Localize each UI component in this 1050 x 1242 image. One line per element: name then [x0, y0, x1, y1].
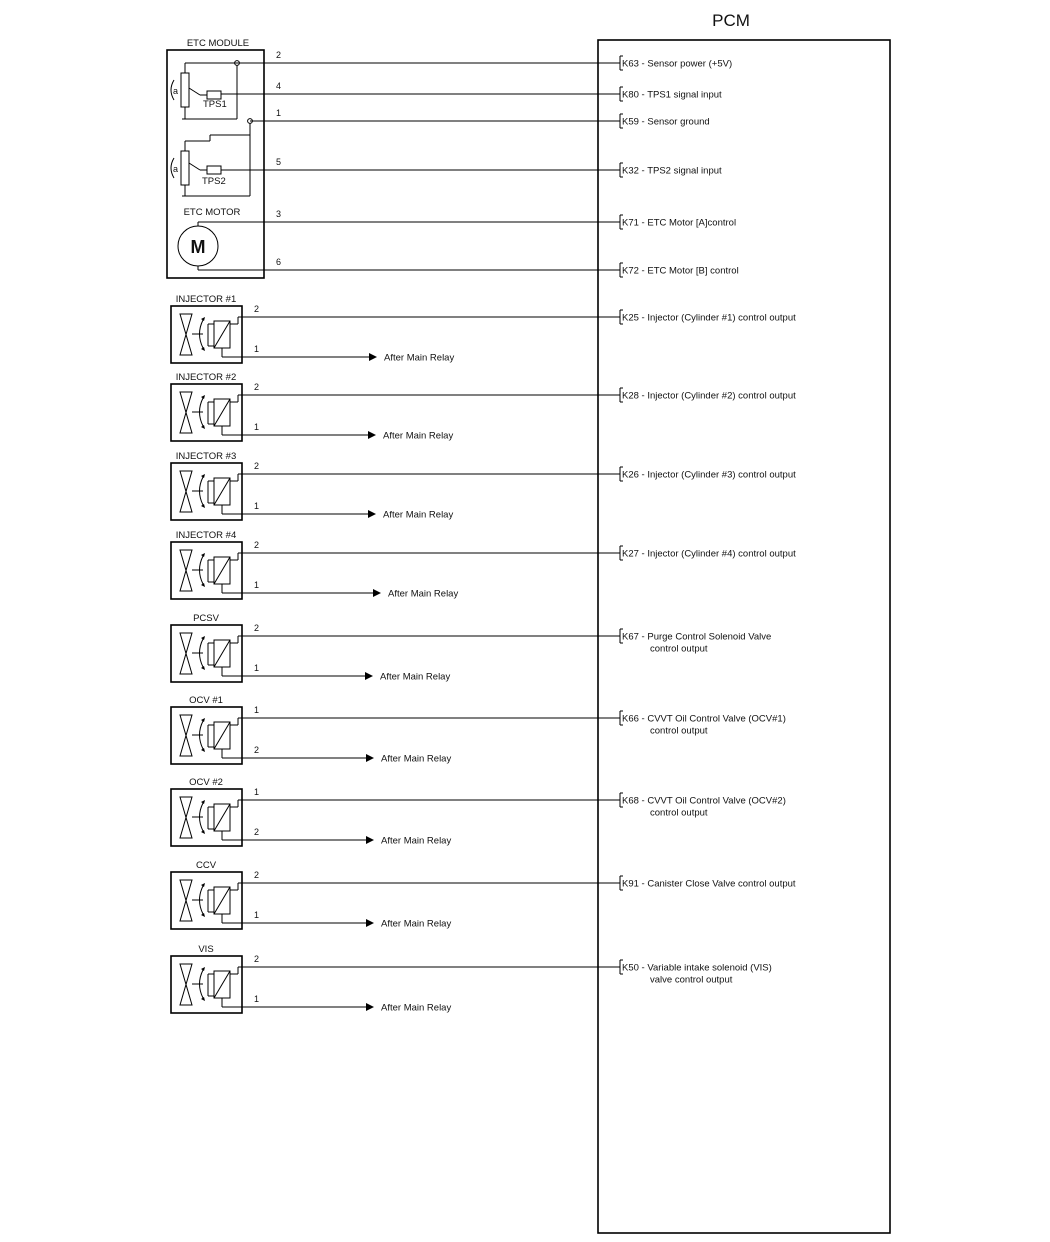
component-box [171, 789, 242, 846]
wire-to-pcm [230, 954, 620, 974]
component-box [171, 707, 242, 764]
etc-wire [198, 209, 736, 229]
etc-pin-number: 4 [276, 81, 282, 91]
etc-terminal-code: K80 [622, 89, 639, 101]
tps2-sensor-icon [171, 141, 221, 196]
component-terminal-id: K91 - Canister Close Valve control output [622, 878, 796, 890]
etc-pcm-terminal [620, 114, 710, 128]
component-name: INJECTOR #4 [175, 530, 237, 541]
component-terminal-desc: Injector (Cylinder #4) control output [647, 548, 796, 560]
component-injector-2 [171, 372, 796, 442]
component-pcm-terminal [620, 876, 796, 890]
component-name: INJECTOR #3 [175, 451, 237, 462]
relay-pin-number: 1 [254, 994, 260, 1004]
etc-terminal-code: K59 [622, 116, 639, 128]
component-name: INJECTOR #2 [175, 372, 237, 383]
etc-wires [198, 50, 739, 277]
etc-pcm-terminal [620, 56, 732, 70]
wire-to-pcm [230, 623, 620, 643]
component-name: OCV #1 [189, 695, 223, 706]
etc-module-title: ETC MODULE [186, 38, 250, 49]
etc-terminal-id: K72 - ETC Motor [B] control [622, 265, 739, 277]
etc-module [167, 38, 264, 278]
component-pcm-terminal [620, 711, 786, 737]
component-terminal-code: K26 [622, 469, 639, 481]
component-box [171, 384, 242, 441]
wire-to-main-relay [222, 663, 450, 683]
etc-terminal-code: K71 [622, 217, 639, 229]
component-pcsv [171, 613, 771, 683]
after-main-relay-label: After Main Relay [381, 753, 452, 765]
component-box [171, 542, 242, 599]
etc-terminal-desc: ETC Motor [A]control [647, 217, 737, 229]
component-terminal-code: K67 [622, 631, 639, 643]
etc-pin-number: 5 [276, 157, 282, 167]
svg-text:M: M [190, 237, 206, 257]
component-name: VIS [198, 944, 214, 955]
wire-to-pcm [230, 461, 620, 481]
component-terminal-desc: Injector (Cylinder #3) control output [647, 469, 796, 481]
tps1-label: TPS1 [203, 99, 227, 110]
component-terminal-code: K27 [622, 548, 639, 560]
component-injector-4 [171, 530, 796, 600]
component-terminal-code: K25 [622, 312, 639, 324]
etc-terminal-desc: TPS2 signal input [647, 165, 722, 177]
component-terminal-desc-cont: control output [650, 807, 708, 819]
after-main-relay-label: After Main Relay [381, 835, 452, 847]
after-main-relay-label: After Main Relay [388, 588, 459, 600]
etc-pcm-terminal [620, 263, 739, 277]
component-terminal-desc: Injector (Cylinder #2) control output [647, 390, 796, 402]
component-terminal-id: K27 - Injector (Cylinder #4) control output [622, 548, 796, 560]
component-terminal-id: K68 - CVVT Oil Control Valve (OCV#2) [622, 795, 786, 807]
after-main-relay-label: After Main Relay [380, 671, 451, 683]
etc-wire [221, 81, 722, 101]
pcm-pin-number: 2 [254, 954, 260, 964]
wire-to-pcm [230, 870, 620, 890]
etc-wire [237, 50, 732, 70]
wire-to-pcm [230, 304, 620, 324]
etc-terminal-code: K32 [622, 165, 639, 177]
component-box [171, 463, 242, 520]
component-pcm-terminal [620, 388, 796, 402]
etc-terminal-id: K71 - ETC Motor [A]control [622, 217, 737, 229]
component-terminal-desc-cont: control output [650, 643, 708, 655]
component-list [171, 294, 796, 1014]
component-terminal-desc: Injector (Cylinder #1) control output [647, 312, 796, 324]
pcm-pin-number: 2 [254, 382, 260, 392]
tps2-label: TPS2 [202, 176, 226, 187]
component-pcm-terminal [620, 793, 786, 819]
component-terminal-desc: Purge Control Solenoid Valve [647, 631, 772, 643]
relay-pin-number: 1 [254, 910, 260, 920]
pcm-pin-number: 2 [254, 870, 260, 880]
component-terminal-desc-cont: control output [650, 725, 708, 737]
component-injector-3 [171, 451, 796, 521]
etc-motor-title: ETC MOTOR [183, 207, 241, 218]
component-terminal-id: K50 - Variable intake solenoid (VIS) [622, 962, 772, 974]
wire-to-main-relay [222, 501, 453, 521]
component-terminal-desc-cont: valve control output [650, 974, 733, 986]
etc-wire [221, 157, 722, 177]
component-terminal-id: K26 - Injector (Cylinder #3) control output [622, 469, 796, 481]
wire-to-main-relay [222, 910, 451, 930]
relay-pin-number: 1 [254, 422, 260, 432]
after-main-relay-label: After Main Relay [381, 918, 452, 930]
etc-terminal-desc: TPS1 signal input [647, 89, 722, 101]
component-terminal-desc: CVVT Oil Control Valve (OCV#1) [647, 713, 786, 725]
etc-module-box [167, 50, 264, 278]
etc-terminal-id: K80 - TPS1 signal input [622, 89, 722, 101]
component-terminal-code: K28 [622, 390, 639, 402]
pcm-pin-number: 2 [254, 461, 260, 471]
component-box [171, 872, 242, 929]
component-ocv-2 [171, 777, 786, 847]
relay-pin-number: 2 [254, 827, 260, 837]
tps2-pot-letter: a [173, 164, 179, 174]
relay-pin-number: 1 [254, 580, 260, 590]
etc-wire [198, 257, 739, 277]
wire-to-pcm [230, 787, 620, 807]
etc-pin-number: 1 [276, 108, 282, 118]
after-main-relay-label: After Main Relay [381, 1002, 452, 1014]
pcm-title: PCM [712, 11, 750, 30]
wire-to-main-relay [222, 422, 453, 442]
component-terminal-desc: Canister Close Valve control output [647, 878, 796, 890]
pcm-pin-number: 2 [254, 540, 260, 550]
etc-pin-number: 2 [276, 50, 282, 60]
etc-pcm-terminal [620, 163, 722, 177]
etc-terminal-code: K72 [622, 265, 639, 277]
pcm-pin-number: 2 [254, 623, 260, 633]
component-terminal-code: K50 [622, 962, 639, 974]
component-terminal-code: K66 [622, 713, 639, 725]
etc-pcm-terminal [620, 215, 736, 229]
etc-motor-icon [178, 222, 218, 270]
component-name: OCV #2 [189, 777, 223, 788]
tps1-pot-letter: a [173, 86, 179, 96]
etc-terminal-id: K59 - Sensor ground [622, 116, 710, 128]
component-injector-1 [171, 294, 796, 364]
pcm-pin-number: 1 [254, 705, 260, 715]
etc-pin-number: 6 [276, 257, 282, 267]
relay-pin-number: 1 [254, 344, 260, 354]
after-main-relay-label: After Main Relay [383, 430, 454, 442]
wire-to-pcm [230, 540, 620, 560]
component-pcm-terminal [620, 467, 796, 481]
etc-pcm-terminal [620, 87, 722, 101]
component-box [171, 625, 242, 682]
etc-terminal-code: K63 [622, 58, 639, 70]
component-terminal-code: K91 [622, 878, 639, 890]
wire-to-pcm [230, 705, 620, 725]
etc-terminal-id: K63 - Sensor power (+5V) [622, 58, 733, 70]
wire-to-main-relay [222, 580, 458, 600]
pcm-pin-number: 1 [254, 787, 260, 797]
component-ocv-1 [171, 695, 786, 765]
component-pcm-terminal [620, 546, 796, 560]
wire-to-main-relay [222, 994, 451, 1014]
component-terminal-id: K67 - Purge Control Solenoid Valve [622, 631, 772, 643]
etc-terminal-desc: ETC Motor [B] control [647, 265, 739, 277]
component-name: CCV [195, 860, 217, 871]
wire-to-main-relay [222, 827, 451, 847]
etc-terminal-desc: Sensor power (+5V) [647, 58, 733, 70]
component-pcm-terminal [620, 310, 796, 324]
component-pcm-terminal [620, 960, 772, 986]
wire-to-main-relay [222, 745, 451, 765]
tps1-sensor-icon [171, 63, 221, 119]
pcm-block [598, 11, 890, 1233]
component-terminal-id: K25 - Injector (Cylinder #1) control output [622, 312, 796, 324]
component-box [171, 306, 242, 363]
component-vis [171, 944, 772, 1014]
etc-wire [250, 108, 710, 128]
relay-pin-number: 1 [254, 663, 260, 673]
wire-to-main-relay [222, 344, 454, 364]
component-name: INJECTOR #1 [175, 294, 237, 305]
relay-pin-number: 1 [254, 501, 260, 511]
component-ccv [171, 860, 796, 930]
component-box [171, 956, 242, 1013]
component-pcm-terminal [620, 629, 771, 655]
wire-to-pcm [230, 382, 620, 402]
after-main-relay-label: After Main Relay [383, 509, 454, 521]
component-terminal-code: K68 [622, 795, 639, 807]
component-terminal-id: K28 - Injector (Cylinder #2) control output [622, 390, 796, 402]
component-terminal-desc: Variable intake solenoid (VIS) [647, 962, 772, 974]
pcm-pin-number: 2 [254, 304, 260, 314]
relay-pin-number: 2 [254, 745, 260, 755]
component-terminal-id: K66 - CVVT Oil Control Valve (OCV#1) [622, 713, 786, 725]
component-name: PCSV [193, 613, 219, 624]
component-terminal-desc: CVVT Oil Control Valve (OCV#2) [647, 795, 786, 807]
after-main-relay-label: After Main Relay [384, 352, 455, 364]
etc-pin-number: 3 [276, 209, 282, 219]
etc-terminal-desc: Sensor ground [647, 116, 710, 128]
etc-terminal-id: K32 - TPS2 signal input [622, 165, 722, 177]
